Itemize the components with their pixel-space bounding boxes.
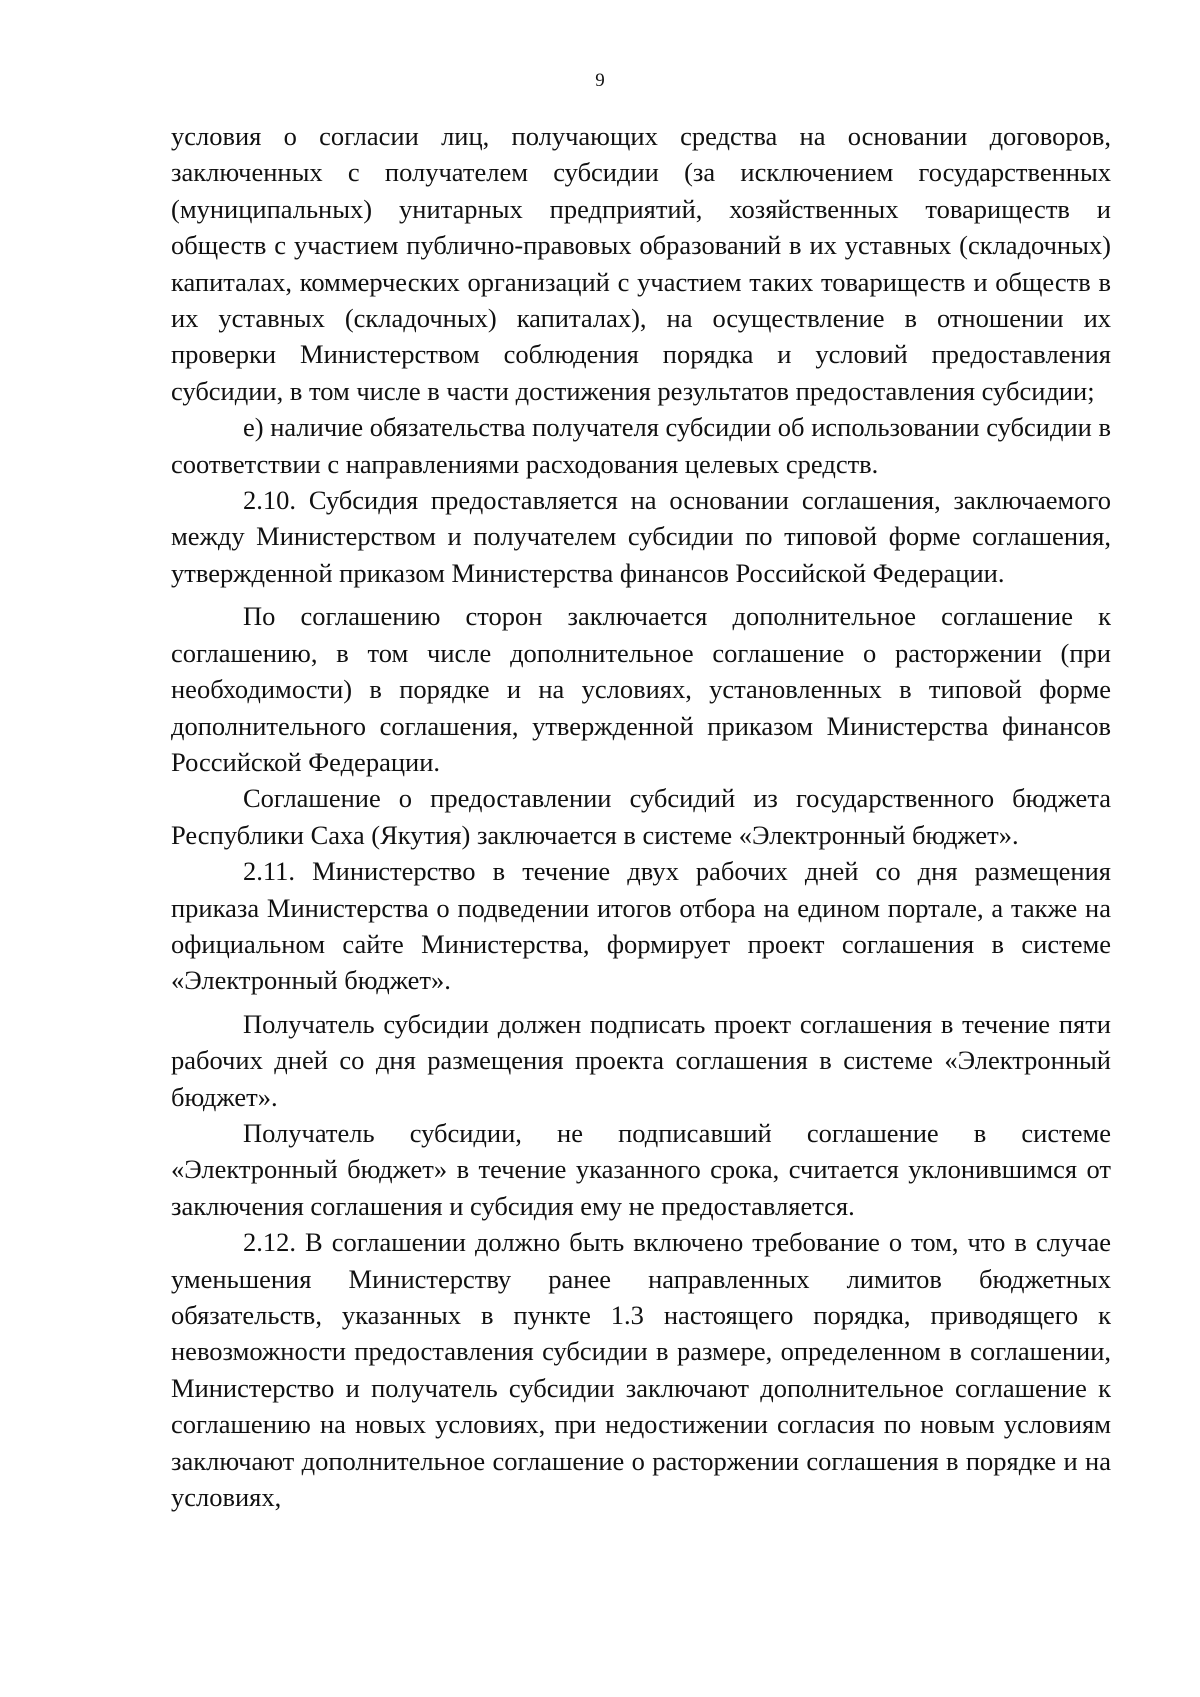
page-number: 9: [595, 70, 605, 91]
paragraph-evasion: Получатель субсидии, не подписавший соглашение в системе «Электронный бюджет» в течение указанного срока, считается уклонившимся от заключения соглашения и субсидия ему не предоставляется.: [171, 1117, 1111, 1221]
paragraph-2-10: 2.10. Субсидия предоставляется на основании соглашения, заключаемого между Министерством и получателем субсидии по типовой форме соглашения, утвержденной приказом Министерства финансов Российской Федерации.: [171, 485, 1111, 588]
paragraph-item-e: е) наличие обязательства получателя субсидии об использовании субсидии в соответствии с направлениями расходования целевых средств.: [171, 412, 1111, 479]
paragraph-additional-agreement: По соглашению сторон заключается дополнительное соглашение к соглашению, в том числе дополнительное соглашение о расторжении (при необходимости) в порядке и на условиях, установленных в типовой форме дополнительного соглашения, утвержденной приказом Министерства финансов Российской Федерации.: [171, 601, 1111, 777]
paragraph-conditions-consent: условия о согласии лиц, получающих средства на основании договоров, заключенных с получателем субсидии (за исключением государственных (муниципальных) унитарных предприятий, хозяйственных товариществ и обществ с участием публично-правовых образований в их уставных (складочных) капиталах, коммерческих организаций с участием таких товариществ и обществ в их уставных (складочных) капиталах), на осуществление в отношении их проверки Министерством соблюдения порядка и условий предоставления субсидии, в том числе в части достижения результатов предоставления субсидии;: [171, 121, 1111, 406]
document-body: [171, 118, 1111, 1515]
paragraph-sign-deadline: Получатель субсидии должен подписать проект соглашения в течение пяти рабочих дней со дня размещения проекта соглашения в системе «Электронный бюджет».: [171, 1008, 1111, 1112]
paragraph-2-11: 2.11. Министерство в течение двух рабочих дней со дня размещения приказа Министерства о подведении итогов отбора на едином портале, а также на официальном сайте Министерства, формирует проект соглашения в системе «Электронный бюджет».: [171, 856, 1111, 996]
paragraph-2-12: 2.12. В соглашении должно быть включено требование о том, что в случае уменьшения Министерству ранее направленных лимитов бюджетных обязательств, указанных в пункте 1.3 настоящего порядка, приводящего к невозможности предоставления субсидии в размере, определенном в соглашении, Министерство и получатель субсидии заключают дополнительное соглашение к соглашению на новых условиях, при недостижении согласия по новым условиям заключают дополнительное соглашение о расторжении соглашения в порядке и на условиях,: [171, 1227, 1111, 1513]
paragraph-electronic-budget: Соглашение о предоставлении субсидий из государственного бюджета Республики Саха (Якутия) заключается в системе «Электронный бюджет».: [171, 783, 1111, 850]
